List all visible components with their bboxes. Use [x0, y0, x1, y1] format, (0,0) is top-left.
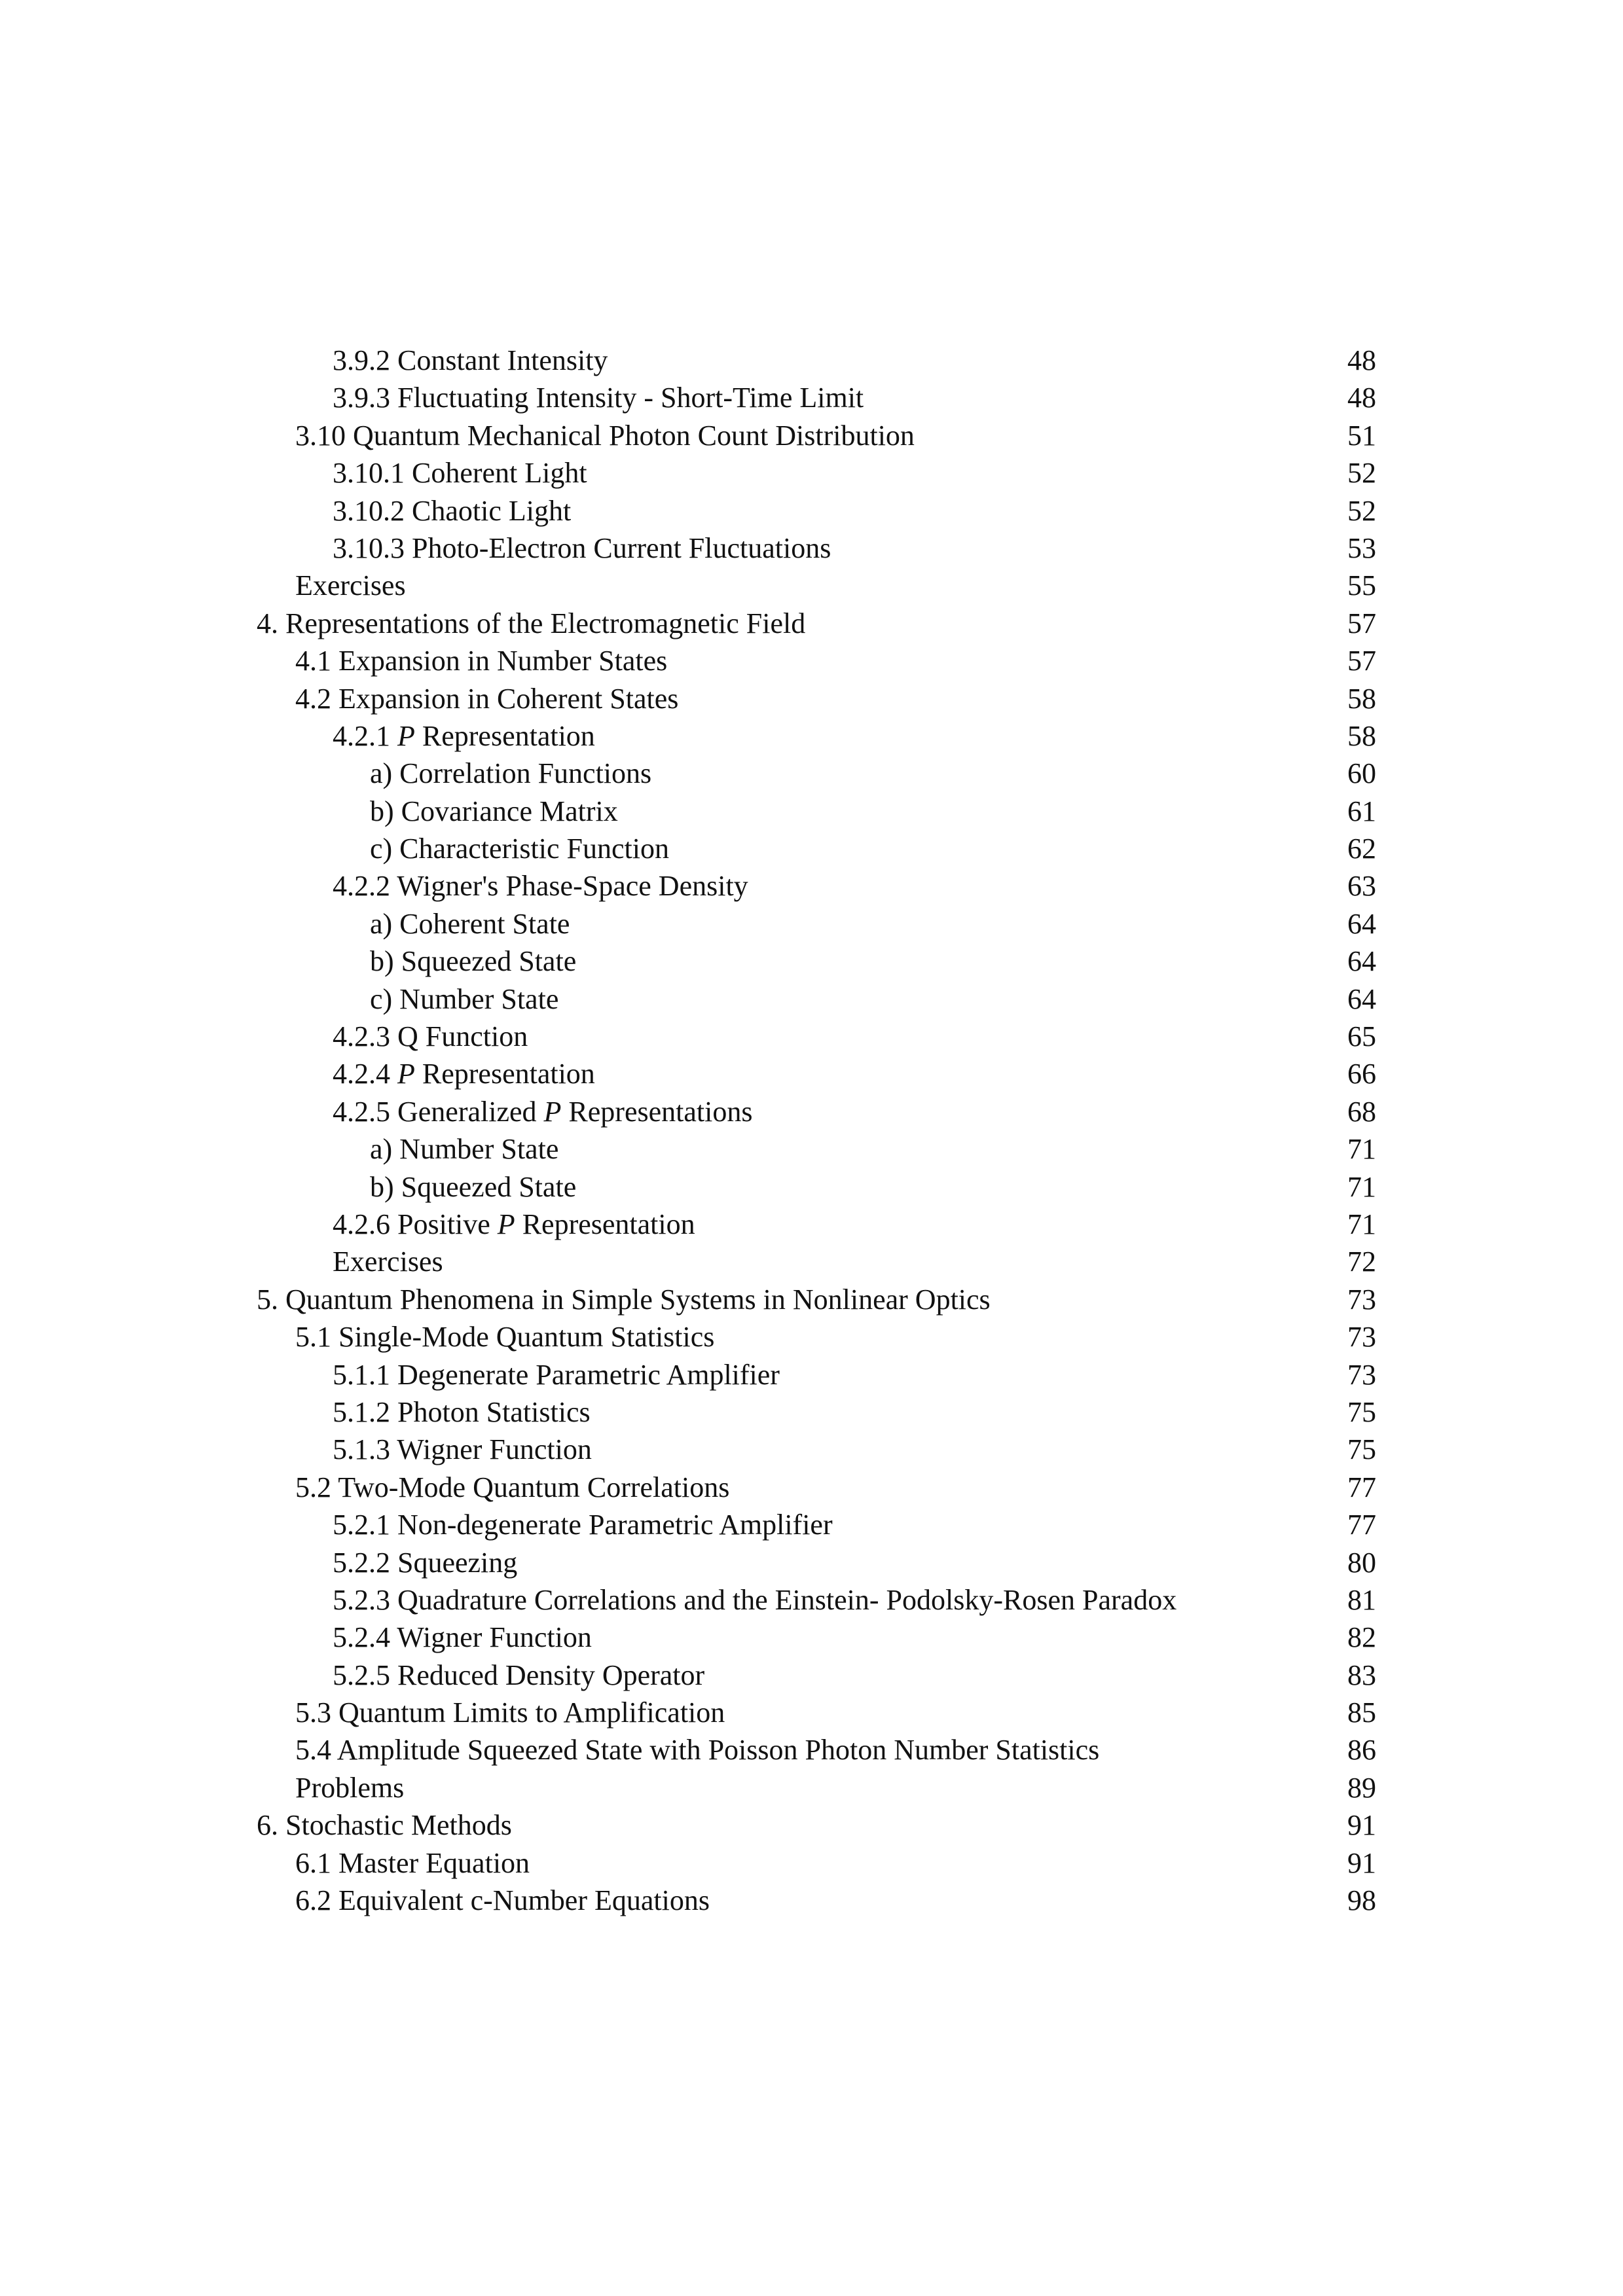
toc-entry[interactable] — [0, 1130, 1623, 1168]
toc-entry-page-number: 98 — [1347, 1884, 1376, 1917]
toc-entry-title — [333, 1018, 528, 1055]
toc-entry-title — [333, 1055, 595, 1092]
toc-entry-page-number: 48 — [1347, 382, 1376, 414]
toc-entry-title — [370, 830, 669, 867]
toc-entry-title-italic: P — [397, 1058, 415, 1090]
toc-entry-page-number: 51 — [1347, 419, 1376, 452]
toc-entry-title-text: 5.2.5 Reduced Density Operator — [333, 1659, 705, 1691]
toc-entry-title-text: Problems — [295, 1771, 405, 1804]
toc-entry-title-text: 5.2.3 Quadrature Correlations and the Einstein- Podolsky-Rosen Paradox — [333, 1583, 1177, 1616]
toc-entry-title-text: 3.10 Quantum Mechanical Photon Count Distribution — [295, 419, 915, 452]
toc-entry-title — [295, 1769, 404, 1806]
toc-entry-title — [257, 1281, 991, 1318]
toc-entry-title-italic: P — [543, 1095, 562, 1128]
toc-entry-page-number: 64 — [1347, 982, 1376, 1015]
toc-entry-page-number: 71 — [1347, 1170, 1376, 1203]
toc-entry[interactable] — [0, 980, 1623, 1018]
toc-entry-title-text: 5.1 Single-Mode Quantum Statistics — [295, 1321, 715, 1354]
toc-entry-title — [295, 1318, 714, 1355]
toc-entry-title — [333, 492, 571, 529]
toc-entry-title — [333, 867, 748, 905]
toc-entry-title-text: c) Number State — [370, 982, 559, 1015]
toc-entry-page-number: 86 — [1347, 1734, 1376, 1767]
toc-entry[interactable] — [0, 1581, 1623, 1619]
toc-entry-title — [257, 1806, 512, 1844]
toc-entry-title-text: a) Coherent State — [370, 907, 570, 940]
toc-entry[interactable] — [0, 1619, 1623, 1656]
toc-entry[interactable] — [0, 642, 1623, 679]
toc-entry-title — [333, 529, 831, 567]
toc-entry-title — [295, 417, 915, 454]
toc-entry[interactable] — [0, 1657, 1623, 1694]
toc-entry-title — [295, 1694, 725, 1731]
toc-entry-title-text: 5.4 Amplitude Squeezed State with Poisson Photon Number Statistics — [295, 1734, 1100, 1767]
toc-entry-title — [370, 905, 570, 942]
toc-entry-title — [333, 1093, 752, 1130]
toc-entry-title — [295, 1469, 729, 1506]
toc-entry-title — [295, 1731, 1099, 1768]
toc-entry-title — [333, 1243, 443, 1280]
toc-entry-page-number: 52 — [1347, 457, 1376, 490]
toc-entry-page-number: 85 — [1347, 1696, 1376, 1729]
toc-entry-page-number: 91 — [1347, 1809, 1376, 1842]
toc-entry[interactable] — [0, 1544, 1623, 1581]
toc-entry[interactable] — [0, 1882, 1623, 1919]
toc-entry-title — [333, 1506, 833, 1543]
toc-entry-page-number: 58 — [1347, 682, 1376, 715]
toc-entry-title-italic: P — [497, 1208, 515, 1240]
toc-entry[interactable] — [0, 830, 1623, 867]
toc-entry[interactable] — [0, 1281, 1623, 1318]
toc-entry-title-text: 3.10.3 Photo-Electron Current Fluctuations — [333, 531, 831, 564]
toc-entry-title — [333, 1393, 591, 1431]
toc-entry-title — [333, 717, 595, 755]
toc-entry-title — [295, 567, 406, 604]
toc-entry-title — [370, 1168, 576, 1206]
toc-entry-title-text: 4.1 Expansion in Number States — [295, 645, 668, 677]
toc-entry-page-number: 64 — [1347, 907, 1376, 940]
toc-entry-page-number: 77 — [1347, 1509, 1376, 1541]
toc-entry[interactable] — [0, 680, 1623, 717]
toc-entry-page-number: 72 — [1347, 1246, 1376, 1278]
toc-entry-title-text: b) Squeezed State — [370, 1170, 577, 1203]
toc-entry-title-suffix: Representations — [561, 1095, 753, 1128]
toc-entry-page-number: 65 — [1347, 1020, 1376, 1053]
toc-entry[interactable] — [0, 1093, 1623, 1130]
toc-entry[interactable] — [0, 1243, 1623, 1280]
toc-entry-title-text: 5. Quantum Phenomena in Simple Systems in Nonlinear Optics — [257, 1283, 991, 1316]
toc-entry-title — [370, 1130, 558, 1168]
toc-entry-page-number: 63 — [1347, 870, 1376, 903]
toc-entry-title — [370, 980, 558, 1018]
toc-entry[interactable] — [0, 793, 1623, 830]
toc-entry[interactable] — [0, 867, 1623, 905]
toc-entry-title-text: a) Number State — [370, 1133, 559, 1166]
toc-entry-title — [295, 680, 678, 717]
toc-entry-title — [333, 1544, 517, 1581]
toc-entry-title-text: 4.2.6 Positive — [333, 1208, 498, 1240]
toc-entry[interactable] — [0, 1844, 1623, 1882]
toc-entry[interactable] — [0, 1168, 1623, 1206]
toc-entry-title-suffix: Representation — [414, 1058, 595, 1090]
toc-entry[interactable] — [0, 1506, 1623, 1543]
toc-entry[interactable] — [0, 1318, 1623, 1355]
toc-entry-title-text: Exercises — [295, 569, 406, 602]
toc-entry-page-number: 57 — [1347, 607, 1376, 639]
toc-entry-title-suffix: Representation — [515, 1208, 695, 1240]
toc-entry[interactable] — [0, 379, 1623, 416]
toc-entry-title-text: 4.2 Expansion in Coherent States — [295, 682, 679, 715]
toc-entry[interactable] — [0, 1806, 1623, 1844]
toc-entry-title-text: 3.10.1 Coherent Light — [333, 457, 587, 490]
toc-entry-page-number: 73 — [1347, 1283, 1376, 1316]
toc-entry-title — [295, 642, 667, 679]
toc-entry-title-text: 5.1.1 Degenerate Parametric Amplifier — [333, 1358, 780, 1391]
toc-entry-title — [333, 1581, 1176, 1619]
toc-entry-page-number: 62 — [1347, 833, 1376, 865]
toc-entry-title-text: 4.2.2 Wigner's Phase-Space Density — [333, 870, 748, 903]
toc-entry-title-text: 3.10.2 Chaotic Light — [333, 494, 572, 527]
toc-entry-title — [333, 1356, 780, 1393]
toc-entry-page-number: 53 — [1347, 531, 1376, 564]
toc-entry-title — [333, 1431, 592, 1468]
toc-entry[interactable] — [0, 342, 1623, 379]
toc-entry-title-text: 5.3 Quantum Limits to Amplification — [295, 1696, 725, 1729]
toc-entry-title — [370, 793, 618, 830]
toc-entry-page-number: 83 — [1347, 1659, 1376, 1691]
toc-entry-page-number: 61 — [1347, 795, 1376, 827]
toc-entry-title — [333, 1206, 695, 1243]
toc-entry-page-number: 77 — [1347, 1471, 1376, 1503]
toc-entry-title — [333, 379, 864, 416]
toc-entry-page-number: 66 — [1347, 1058, 1376, 1090]
toc-entry-page-number: 68 — [1347, 1095, 1376, 1128]
toc-entry-page-number: 89 — [1347, 1771, 1376, 1804]
toc-entry[interactable] — [0, 567, 1623, 604]
toc-entry-page-number: 58 — [1347, 719, 1376, 752]
toc-entry[interactable] — [0, 1206, 1623, 1243]
toc-entry-title-text: 5.1.3 Wigner Function — [333, 1433, 592, 1466]
toc-entry[interactable] — [0, 1055, 1623, 1092]
toc-entry-page-number: 75 — [1347, 1433, 1376, 1466]
toc-entry-title — [333, 1619, 592, 1656]
toc-entry-title-text: 5.2 Two-Mode Quantum Correlations — [295, 1471, 730, 1503]
toc-entry-page-number: 82 — [1347, 1621, 1376, 1654]
toc-entry-page-number: 71 — [1347, 1208, 1376, 1240]
toc-entry[interactable] — [0, 1393, 1623, 1431]
toc-entry-title-text: 5.2.4 Wigner Function — [333, 1621, 592, 1654]
toc-entry-title-text: 4.2.5 Generalized — [333, 1095, 544, 1128]
toc-entry[interactable] — [0, 1469, 1623, 1506]
table-of-contents — [0, 342, 1623, 1919]
toc-entry[interactable] — [0, 454, 1623, 492]
toc-entry-title-text: 3.9.2 Constant Intensity — [333, 344, 608, 376]
toc-entry[interactable] — [0, 417, 1623, 454]
toc-entry-page-number: 60 — [1347, 757, 1376, 790]
toc-entry-page-number: 73 — [1347, 1321, 1376, 1354]
toc-entry[interactable] — [0, 1431, 1623, 1468]
toc-entry-title-text: Exercises — [333, 1246, 443, 1278]
toc-entry[interactable] — [0, 1769, 1623, 1806]
toc-entry[interactable] — [0, 529, 1623, 567]
toc-entry[interactable] — [0, 1018, 1623, 1055]
toc-entry-page-number: 57 — [1347, 645, 1376, 677]
toc-entry-title-italic: P — [397, 719, 415, 752]
toc-entry[interactable] — [0, 1356, 1623, 1393]
toc-entry-title-text: 4.2.4 — [333, 1058, 397, 1090]
toc-entry-title-text: b) Covariance Matrix — [370, 795, 618, 827]
toc-entry[interactable] — [0, 942, 1623, 980]
toc-entry-title-text: 5.2.2 Squeezing — [333, 1546, 518, 1579]
toc-entry-title — [295, 1882, 710, 1919]
toc-entry-title-text: c) Characteristic Function — [370, 833, 669, 865]
toc-entry-title-text: 4.2.3 Q Function — [333, 1020, 528, 1053]
toc-entry-page-number: 80 — [1347, 1546, 1376, 1579]
toc-entry[interactable] — [0, 717, 1623, 755]
toc-entry-title-text: 3.9.3 Fluctuating Intensity - Short-Time Limit — [333, 382, 864, 414]
toc-entry-page-number: 75 — [1347, 1395, 1376, 1428]
toc-entry-title — [257, 605, 805, 642]
toc-entry-title-suffix: Representation — [414, 719, 595, 752]
toc-entry[interactable] — [0, 755, 1623, 792]
toc-entry-title-text: 5.1.2 Photon Statistics — [333, 1395, 591, 1428]
toc-entry[interactable] — [0, 1731, 1623, 1768]
toc-entry-page-number: 55 — [1347, 569, 1376, 602]
toc-entry-page-number: 81 — [1347, 1583, 1376, 1616]
toc-entry-page-number: 64 — [1347, 945, 1376, 978]
toc-entry-page-number: 71 — [1347, 1133, 1376, 1166]
toc-entry-title-text: 4. Representations of the Electromagnetic Field — [257, 607, 806, 639]
toc-entry-title — [333, 454, 587, 492]
toc-entry-title-text: 5.2.1 Non-degenerate Parametric Amplifier — [333, 1509, 833, 1541]
toc-entry-page-number: 52 — [1347, 494, 1376, 527]
toc-entry-title — [333, 342, 608, 379]
toc-entry-title-text: a) Correlation Functions — [370, 757, 652, 790]
toc-entry[interactable] — [0, 492, 1623, 529]
toc-entry-title — [370, 942, 576, 980]
toc-entry-page-number: 91 — [1347, 1846, 1376, 1879]
toc-entry-page-number: 73 — [1347, 1358, 1376, 1391]
toc-entry-page-number: 48 — [1347, 344, 1376, 376]
toc-entry-title — [370, 755, 651, 792]
toc-entry-title-text: 6.1 Master Equation — [295, 1846, 530, 1879]
toc-entry[interactable] — [0, 1694, 1623, 1731]
toc-entry[interactable] — [0, 905, 1623, 942]
toc-entry-title — [295, 1844, 530, 1882]
toc-entry[interactable] — [0, 605, 1623, 642]
toc-entry-title-text: 4.2.1 — [333, 719, 397, 752]
toc-entry-title-text: 6.2 Equivalent c-Number Equations — [295, 1884, 710, 1917]
toc-entry-title-text: b) Squeezed State — [370, 945, 577, 978]
toc-entry-title — [333, 1657, 704, 1694]
toc-entry-title-text: 6. Stochastic Methods — [257, 1809, 512, 1842]
